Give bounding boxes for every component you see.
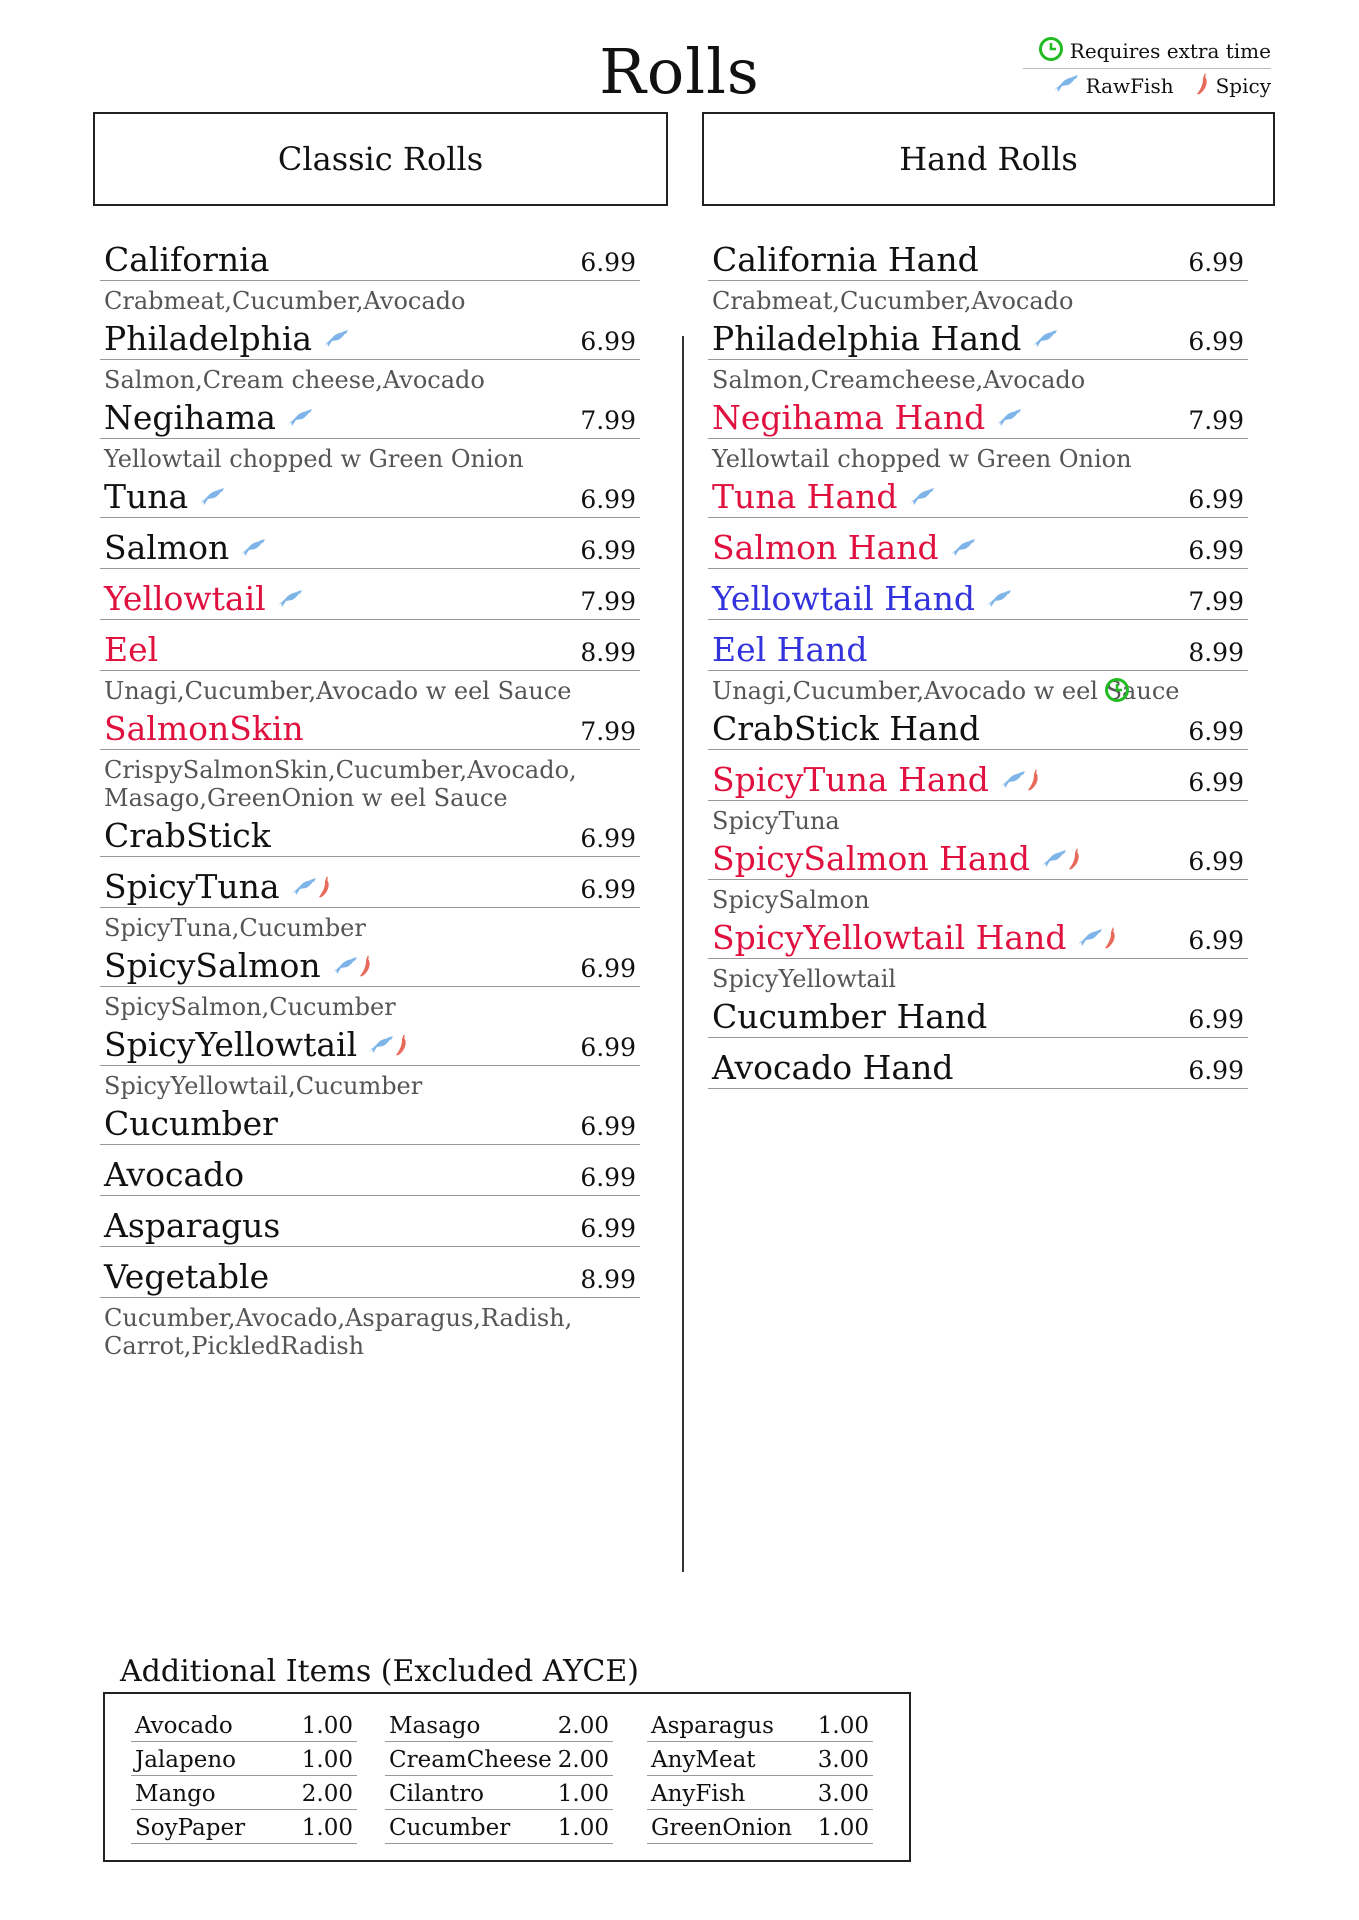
additional-item-row bbox=[131, 1708, 357, 1742]
menu-item bbox=[100, 528, 640, 579]
menu-item-price: 6.99 bbox=[580, 954, 636, 983]
menu-item bbox=[708, 839, 1248, 918]
menu-item-row bbox=[708, 579, 1248, 620]
menu-item bbox=[100, 1155, 640, 1206]
menu-item-name-text: Cucumber Hand bbox=[712, 997, 988, 1036]
additional-item-row bbox=[385, 1810, 613, 1844]
menu-item-description: Yellowtail chopped w Green Onion bbox=[712, 445, 1132, 473]
fish-icon bbox=[198, 487, 226, 507]
menu-item-name-text: SpicySalmon bbox=[104, 946, 321, 985]
menu-item-description: SpicyYellowtail bbox=[712, 965, 897, 993]
menu-item-name bbox=[712, 319, 1059, 359]
menu-item bbox=[708, 918, 1248, 997]
menu-item-description: Cucumber,Avocado,Asparagus,Radish, Carrot,PickledRadish bbox=[104, 1304, 573, 1360]
clock-icon bbox=[1038, 36, 1064, 67]
menu-item-name bbox=[104, 709, 304, 749]
legend-divider bbox=[1023, 68, 1271, 69]
pepper-icon bbox=[318, 875, 332, 899]
fish-icon bbox=[995, 408, 1023, 428]
menu-item-name-text: Salmon Hand bbox=[712, 528, 939, 567]
menu-item-name bbox=[104, 1104, 278, 1144]
menu-item-icons bbox=[367, 1033, 409, 1057]
additional-item-row bbox=[647, 1776, 873, 1810]
fish-icon bbox=[286, 408, 314, 428]
menu-item bbox=[100, 709, 640, 816]
menu-item bbox=[708, 319, 1248, 398]
menu-item-price: 6.99 bbox=[580, 327, 636, 356]
menu-item-price: 7.99 bbox=[580, 717, 636, 746]
menu-item-price: 6.99 bbox=[580, 875, 636, 904]
menu-item-name-text: Negihama bbox=[104, 398, 276, 437]
menu-item bbox=[708, 997, 1248, 1048]
menu-item-price: 6.99 bbox=[580, 1214, 636, 1243]
additional-item-name: AnyMeat bbox=[651, 1747, 756, 1773]
menu-item-row bbox=[708, 709, 1248, 750]
menu-item-name-text: Yellowtail bbox=[104, 579, 266, 618]
menu-item-name bbox=[104, 867, 332, 907]
menu-item-icons bbox=[908, 487, 936, 507]
menu-item-name bbox=[712, 839, 1082, 879]
additional-item-price: 1.00 bbox=[557, 1781, 609, 1807]
menu-item-name-text: Avocado bbox=[104, 1155, 245, 1194]
menu-item-name bbox=[712, 1048, 953, 1088]
classic-rolls-list bbox=[100, 240, 640, 1364]
fish-icon bbox=[908, 487, 936, 507]
menu-item-icons bbox=[239, 538, 267, 558]
additional-item-name: Cilantro bbox=[389, 1781, 484, 1807]
legend bbox=[1023, 36, 1271, 101]
hand-rolls-heading bbox=[702, 112, 1275, 206]
menu-item-price: 7.99 bbox=[580, 406, 636, 435]
menu-item-icons bbox=[949, 538, 977, 558]
menu-item-icons bbox=[1031, 329, 1059, 349]
additional-item-row bbox=[647, 1742, 873, 1776]
pepper-icon bbox=[1196, 72, 1210, 101]
menu-item-row bbox=[100, 579, 640, 620]
menu-item-price: 7.99 bbox=[580, 587, 636, 616]
menu-item-row bbox=[708, 319, 1248, 360]
menu-item-row bbox=[100, 1206, 640, 1247]
additional-item-price: 1.00 bbox=[557, 1815, 609, 1841]
menu-item-row bbox=[100, 528, 640, 569]
legend-extra-time-label: Requires extra time bbox=[1069, 39, 1271, 63]
menu-item-description: SpicyYellowtail,Cucumber bbox=[104, 1072, 423, 1100]
column-divider bbox=[682, 336, 684, 1572]
additional-items-title: Additional Items (Excluded AYCE) bbox=[120, 1654, 639, 1689]
menu-item bbox=[100, 630, 640, 709]
menu-item-icons bbox=[331, 954, 373, 978]
menu-item-icons bbox=[276, 589, 304, 609]
menu-item-price: 6.99 bbox=[1188, 926, 1244, 955]
additional-item-name: Jalapeno bbox=[135, 1747, 236, 1773]
menu-item-price: 6.99 bbox=[580, 536, 636, 565]
classic-rolls-heading bbox=[93, 112, 668, 206]
menu-item-price: 6.99 bbox=[1188, 717, 1244, 746]
menu-item-name-text: Philadelphia Hand bbox=[712, 319, 1022, 358]
menu-item bbox=[100, 816, 640, 867]
menu-item-icons bbox=[322, 329, 350, 349]
menu-item-row bbox=[100, 867, 640, 908]
menu-item-name-text: SpicyYellowtail Hand bbox=[712, 918, 1067, 957]
additional-item-price: 2.00 bbox=[557, 1747, 609, 1773]
menu-item-icons bbox=[1040, 847, 1082, 871]
menu-item bbox=[100, 240, 640, 319]
menu-item-price: 6.99 bbox=[580, 248, 636, 277]
menu-item-description: Salmon,Cream cheese,Avocado bbox=[104, 366, 485, 394]
menu-item-row bbox=[100, 630, 640, 671]
menu-item-name-text: SpicyTuna Hand bbox=[712, 760, 989, 799]
menu-item-row bbox=[708, 528, 1248, 569]
menu-item-row bbox=[100, 946, 640, 987]
menu-item-name-text: California Hand bbox=[712, 240, 979, 279]
menu-item-icons bbox=[999, 768, 1041, 792]
additional-item-price: 1.00 bbox=[301, 1747, 353, 1773]
additional-item-price: 1.00 bbox=[817, 1713, 869, 1739]
additional-item-row bbox=[647, 1810, 873, 1844]
menu-item bbox=[708, 760, 1248, 839]
menu-item-name bbox=[104, 1025, 409, 1065]
menu-item-row bbox=[708, 477, 1248, 518]
menu-item-row bbox=[708, 760, 1248, 801]
fish-icon bbox=[949, 538, 977, 558]
menu-item-price: 6.99 bbox=[580, 1163, 636, 1192]
menu-item-name-text: Tuna bbox=[104, 477, 189, 516]
menu-item-name-text: Salmon bbox=[104, 528, 230, 567]
menu-item-description: Salmon,Creamcheese,Avocado bbox=[712, 366, 1086, 394]
menu-item-price: 6.99 bbox=[1188, 768, 1244, 797]
fish-icon bbox=[367, 1035, 395, 1055]
menu-item-name bbox=[712, 477, 936, 517]
hand-rolls-list bbox=[708, 240, 1248, 1099]
menu-item-name bbox=[712, 240, 979, 280]
menu-item-description: SpicyTuna bbox=[712, 807, 840, 835]
menu-item-name bbox=[712, 398, 1023, 438]
menu-item-name-text: Vegetable bbox=[104, 1257, 270, 1296]
menu-item-price: 7.99 bbox=[1188, 406, 1244, 435]
menu-item-description: Crabmeat,Cucumber,Avocado bbox=[104, 287, 466, 315]
legend-icons bbox=[1023, 71, 1271, 101]
menu-item bbox=[100, 398, 640, 477]
menu-item bbox=[100, 579, 640, 630]
menu-item-icons bbox=[985, 589, 1013, 609]
fish-icon bbox=[276, 589, 304, 609]
menu-item bbox=[100, 477, 640, 528]
menu-item-name-text: SpicyTuna bbox=[104, 867, 280, 906]
menu-item-name-text: Philadelphia bbox=[104, 319, 313, 358]
additional-items-column bbox=[647, 1708, 873, 1844]
fish-icon bbox=[1040, 849, 1068, 869]
menu-item bbox=[708, 630, 1248, 709]
legend-raw-fish-label: RawFish bbox=[1085, 74, 1174, 98]
menu-item-name bbox=[104, 816, 271, 856]
additional-item-row bbox=[385, 1776, 613, 1810]
menu-item bbox=[708, 240, 1248, 319]
fish-icon bbox=[1031, 329, 1059, 349]
menu-item-name-text: CrabStick Hand bbox=[712, 709, 981, 748]
additional-item-price: 1.00 bbox=[301, 1815, 353, 1841]
menu-item bbox=[100, 319, 640, 398]
menu-item bbox=[100, 1206, 640, 1257]
additional-item-name: Avocado bbox=[135, 1713, 233, 1739]
menu-item-price: 6.99 bbox=[1188, 1005, 1244, 1034]
menu-item-row bbox=[100, 319, 640, 360]
pepper-icon bbox=[395, 1033, 409, 1057]
legend-extra-time bbox=[1023, 36, 1271, 66]
pepper-icon bbox=[1027, 768, 1041, 792]
menu-item-description: SpicyTuna,Cucumber bbox=[104, 914, 366, 942]
menu-item bbox=[100, 1104, 640, 1155]
additional-item-price: 2.00 bbox=[301, 1781, 353, 1807]
menu-item-icons bbox=[1076, 926, 1118, 950]
menu-item-name-text: SpicySalmon Hand bbox=[712, 839, 1030, 878]
additional-items-column bbox=[131, 1708, 357, 1844]
menu-item-price: 6.99 bbox=[580, 1033, 636, 1062]
menu-item-description: Unagi,Cucumber,Avocado w eel Sauce bbox=[712, 677, 1180, 705]
menu-item-price: 8.99 bbox=[1188, 638, 1244, 667]
menu-item-row bbox=[100, 816, 640, 857]
additional-item-row bbox=[647, 1708, 873, 1742]
menu-item-name bbox=[712, 579, 1013, 619]
pepper-icon bbox=[359, 954, 373, 978]
legend-spicy-label: Spicy bbox=[1215, 74, 1271, 98]
menu-item-row bbox=[100, 709, 640, 750]
menu-item-description: Yellowtail chopped w Green Onion bbox=[104, 445, 524, 473]
menu-item-price: 8.99 bbox=[580, 1265, 636, 1294]
menu-item-row bbox=[708, 240, 1248, 281]
fish-icon bbox=[999, 770, 1027, 790]
menu-item-name bbox=[104, 1206, 280, 1246]
menu-item-name bbox=[712, 630, 868, 670]
menu-item bbox=[708, 709, 1248, 760]
hand-rolls-heading-label: Hand Rolls bbox=[899, 140, 1078, 178]
menu-item-name bbox=[104, 630, 158, 670]
additional-item-row bbox=[385, 1742, 613, 1776]
menu-item-name-text: Negihama Hand bbox=[712, 398, 986, 437]
menu-item-row bbox=[708, 1048, 1248, 1089]
menu-item-price: 6.99 bbox=[1188, 536, 1244, 565]
menu-item-row bbox=[100, 398, 640, 439]
menu-item-price: 6.99 bbox=[580, 485, 636, 514]
menu-item-row bbox=[100, 240, 640, 281]
fish-icon bbox=[322, 329, 350, 349]
menu-item-name bbox=[104, 398, 314, 438]
menu-item-price: 6.99 bbox=[580, 824, 636, 853]
menu-item-description: CrispySalmonSkin,Cucumber,Avocado, Masago,GreenOnion w eel Sauce bbox=[104, 756, 577, 812]
additional-item-name: Cucumber bbox=[389, 1815, 511, 1841]
menu-item-row bbox=[708, 630, 1248, 671]
menu-item-name-text: SpicyYellowtail bbox=[104, 1025, 358, 1064]
additional-item-name: Mango bbox=[135, 1781, 216, 1807]
menu-item-icons bbox=[995, 408, 1023, 428]
menu-item-name-text: Yellowtail Hand bbox=[712, 579, 976, 618]
additional-item-name: AnyFish bbox=[651, 1781, 746, 1807]
fish-icon bbox=[985, 589, 1013, 609]
menu-item-name bbox=[104, 240, 269, 280]
clock-icon bbox=[1104, 677, 1130, 707]
classic-rolls-heading-label: Classic Rolls bbox=[277, 140, 484, 178]
menu-item bbox=[708, 1048, 1248, 1099]
additional-item-row bbox=[131, 1810, 357, 1844]
menu-item-row bbox=[708, 997, 1248, 1038]
additional-item-price: 3.00 bbox=[817, 1781, 869, 1807]
menu-item bbox=[100, 1257, 640, 1364]
menu-item-description: SpicySalmon bbox=[712, 886, 870, 914]
menu-item-name bbox=[712, 709, 980, 749]
menu-item-row bbox=[708, 918, 1248, 959]
menu-item-price: 6.99 bbox=[1188, 327, 1244, 356]
menu-item-name-text: Eel bbox=[104, 630, 159, 669]
additional-item-name: Asparagus bbox=[651, 1713, 774, 1739]
menu-item-name-text: SalmonSkin bbox=[104, 709, 304, 748]
menu-item-price: 6.99 bbox=[580, 1112, 636, 1141]
fish-icon bbox=[1052, 74, 1080, 99]
page-title: Rolls bbox=[599, 35, 760, 108]
menu-item-price: 7.99 bbox=[1188, 587, 1244, 616]
fish-icon bbox=[331, 956, 359, 976]
menu-item-icons bbox=[290, 875, 332, 899]
menu-item-row bbox=[100, 477, 640, 518]
menu-item-row bbox=[100, 1155, 640, 1196]
menu-item-name-text: Avocado Hand bbox=[712, 1048, 954, 1087]
menu-item-name bbox=[712, 997, 987, 1037]
menu-item-name-text: California bbox=[104, 240, 270, 279]
menu-item bbox=[708, 528, 1248, 579]
pepper-icon bbox=[1068, 847, 1082, 871]
menu-item-row bbox=[708, 839, 1248, 880]
menu-item-name-text: Cucumber bbox=[104, 1104, 278, 1143]
menu-item-name bbox=[104, 579, 304, 619]
additional-item-name: SoyPaper bbox=[135, 1815, 246, 1841]
menu-item-row bbox=[708, 398, 1248, 439]
additional-item-name: GreenOnion bbox=[651, 1815, 793, 1841]
additional-item-price: 1.00 bbox=[817, 1815, 869, 1841]
menu-item-description: SpicySalmon,Cucumber bbox=[104, 993, 396, 1021]
menu-item-name bbox=[712, 528, 977, 568]
menu-item bbox=[100, 867, 640, 946]
menu-item bbox=[708, 477, 1248, 528]
menu-item bbox=[100, 1025, 640, 1104]
menu-item bbox=[708, 398, 1248, 477]
menu-item-description: Crabmeat,Cucumber,Avocado bbox=[712, 287, 1074, 315]
menu-item bbox=[100, 946, 640, 1025]
menu-item-name-text: CrabStick bbox=[104, 816, 271, 855]
menu-item-row bbox=[100, 1104, 640, 1145]
additional-items-column bbox=[385, 1708, 613, 1844]
menu-item-row bbox=[100, 1257, 640, 1298]
additional-item-row bbox=[131, 1742, 357, 1776]
menu-item-name bbox=[712, 760, 1041, 800]
menu-item-price: 6.99 bbox=[1188, 248, 1244, 277]
menu-item bbox=[708, 579, 1248, 630]
menu-item-name bbox=[104, 477, 226, 517]
menu-item-price: 8.99 bbox=[580, 638, 636, 667]
menu-item-name-text: Asparagus bbox=[104, 1206, 281, 1245]
additional-item-price: 1.00 bbox=[301, 1713, 353, 1739]
menu-item-name-text: Eel Hand bbox=[712, 630, 868, 669]
additional-item-price: 3.00 bbox=[817, 1747, 869, 1773]
additional-item-row bbox=[385, 1708, 613, 1742]
menu-item-price: 6.99 bbox=[1188, 1056, 1244, 1085]
menu-item-name bbox=[104, 946, 373, 986]
fish-icon bbox=[290, 877, 318, 897]
additional-item-name: Masago bbox=[389, 1713, 481, 1739]
additional-item-price: 2.00 bbox=[557, 1713, 609, 1739]
menu-item-price: 6.99 bbox=[1188, 847, 1244, 876]
menu-item-name bbox=[104, 1257, 269, 1297]
additional-items-box bbox=[103, 1692, 911, 1862]
menu-item-name bbox=[104, 528, 267, 568]
menu-item-icons bbox=[286, 408, 314, 428]
additional-item-row bbox=[131, 1776, 357, 1810]
menu-item-name bbox=[104, 1155, 244, 1195]
menu-item-name bbox=[712, 918, 1118, 958]
menu-item-description: Unagi,Cucumber,Avocado w eel Sauce bbox=[104, 677, 572, 705]
menu-item-icons bbox=[198, 487, 226, 507]
menu-item-name-text: Tuna Hand bbox=[712, 477, 898, 516]
additional-item-name: CreamCheese bbox=[389, 1747, 552, 1773]
menu-item-name bbox=[104, 319, 350, 359]
menu-item-row bbox=[100, 1025, 640, 1066]
pepper-icon bbox=[1104, 926, 1118, 950]
fish-icon bbox=[239, 538, 267, 558]
fish-icon bbox=[1076, 928, 1104, 948]
menu-item-price: 6.99 bbox=[1188, 485, 1244, 514]
